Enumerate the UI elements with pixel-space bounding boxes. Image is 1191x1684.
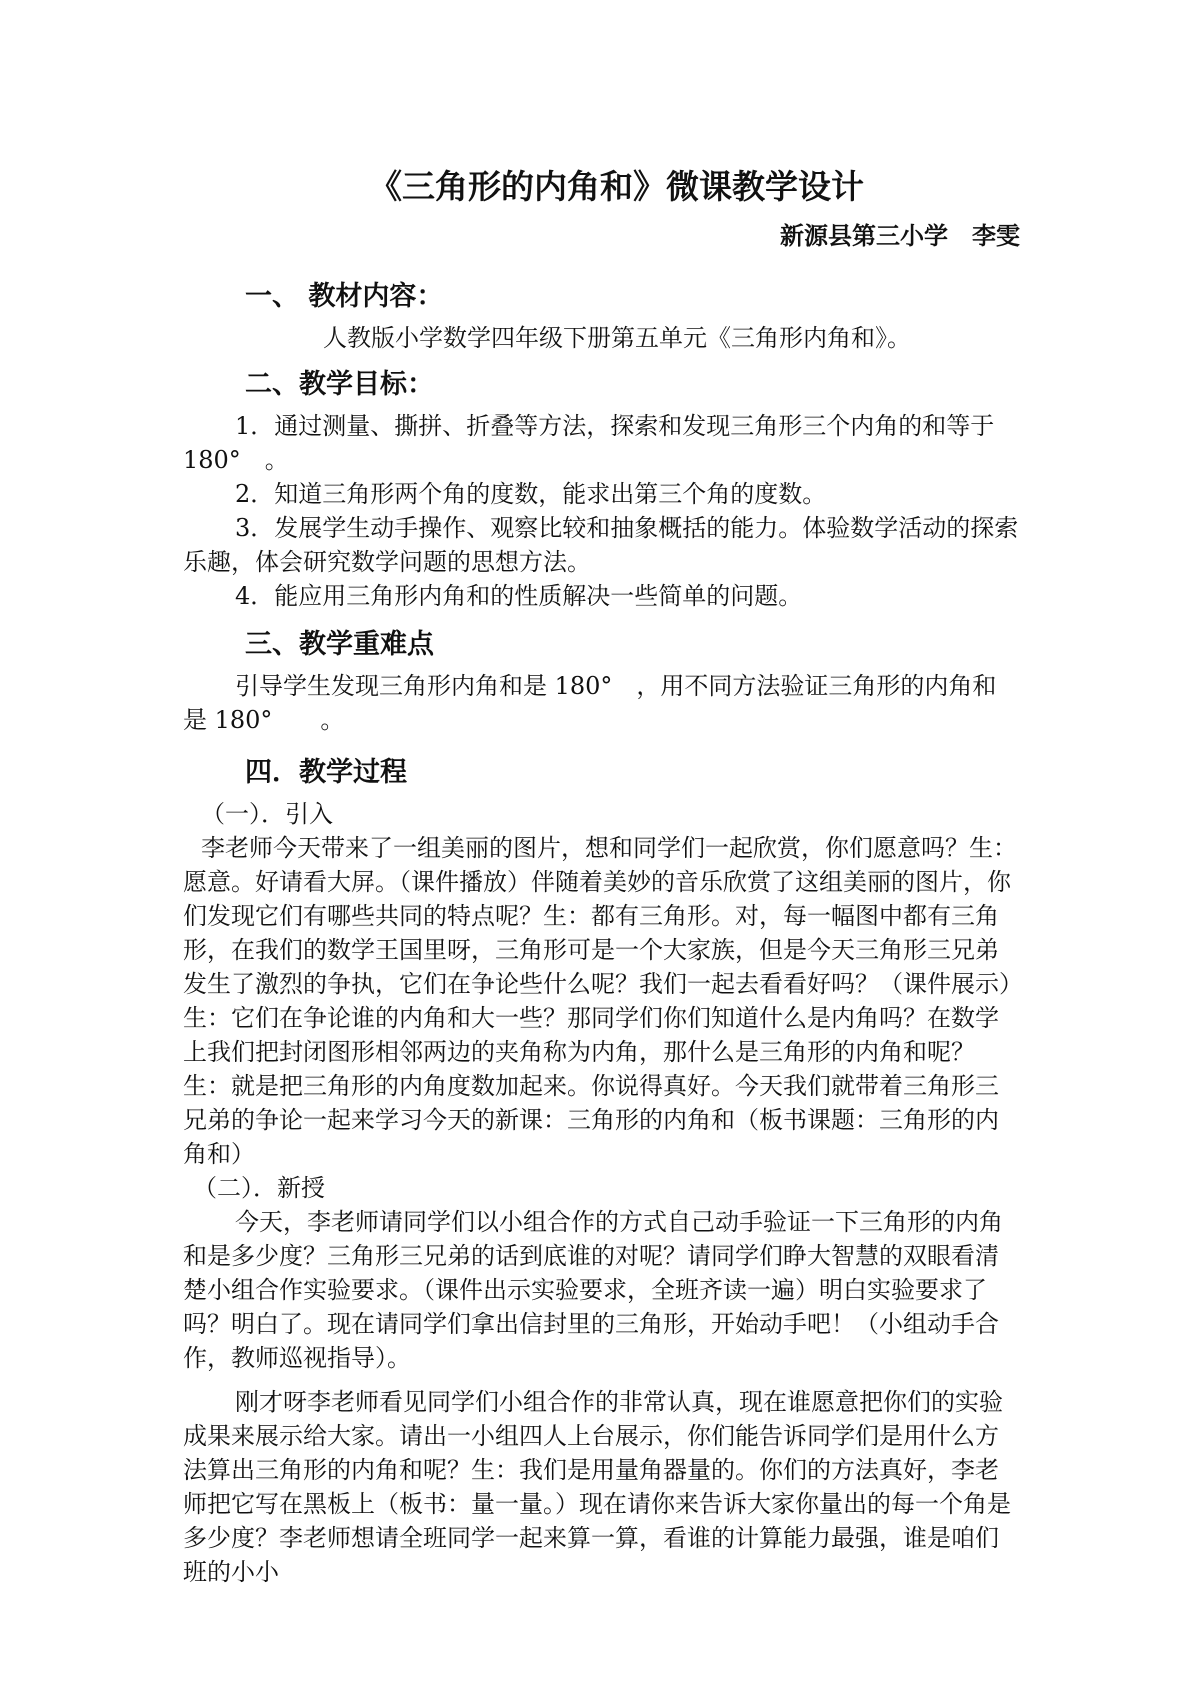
- objective-item-4: 4．能应用三角形内角和的性质解决一些简单的问题。: [235, 582, 803, 610]
- objective-item-3: 3．发展学生动手操作、观察比较和抽象概括的能力。体验数学活动的探索乐趣，体会研究数学问题的思想方法。: [183, 514, 1019, 576]
- new-lesson-paragraph-1: 今天，李老师请同学们以小组合作的方式自己动手验证一下三角形的内角和是多少度？三角形三兄弟的话到底谁的对呢？请同学们睁大智慧的双眼看清楚小组合作实验要求。（课件出示实验要求，全班齐读一遍）明白实验要求了吗？明白了。现在请同学们拿出信封里的三角形，开始动手吧！（小组动手合作，教师巡视指导）。: [183, 1208, 1003, 1372]
- section-heading-objectives: 二、教学目标：: [245, 369, 434, 400]
- materials-text: 人教版小学数学四年级下册第五单元《三角形内角和》。: [323, 324, 911, 352]
- section-heading-process: 四．教学过程: [245, 757, 407, 788]
- section-heading-materials: 一、 教材内容：: [245, 281, 444, 312]
- document-author: 新源县第三小学 李雯: [780, 222, 1020, 250]
- objective-item-1: 1．通过测量、撕拼、折叠等方法，探索和发现三角形三个内角的和等于 180° 。: [183, 412, 995, 474]
- subsection-label-intro: （一）．引入: [201, 800, 333, 828]
- document-body: [183, 165, 1020, 1589]
- new-lesson-paragraph-2: 刚才呀李老师看见同学们小组合作的非常认真，现在谁愿意把你们的实验成果来展示给大家。请出一小组四人上台展示，你们能告诉同学们是用什么方法算出三角形的内角和呢？生：我们是用量角器量的。你们的方法真好，李老师把它写在黑板上（板书：量一量。）现在请你来告诉大家你量出的每一个角是多少度？李老师想请全班同学一起来算一算，看谁的计算能力最强，谁是咱们班的小小: [183, 1388, 1011, 1586]
- intro-paragraph: 李老师今天带来了一组美丽的图片，想和同学们一起欣赏，你们愿意吗？生：愿意。好请看大屏。（课件播放）伴随着美妙的音乐欣赏了这组美丽的图片，你们发现它们有哪些共同的特点呢？生：都有三角形。对，每一幅图中都有三角形，在我们的数学王国里呀，三角形可是一个大家族，但是今天三角形三兄弟发生了激烈的争执，它们在争论些什么呢？我们一起去看看好吗？（课件展示）生：它们在争论谁的内角和大一些？那同学们你们知道什么是内角吗？在数学上我们把封闭图形相邻两边的夹角称为内角，那什么是三角形的内角和呢？生：就是把三角形的内角度数加起来。你说得真好。今天我们就带着三角形三兄弟的争论一起来学习今天的新课：三角形的内角和（板书课题：三角形的内角和）: [183, 834, 1017, 1168]
- objective-item-2: 2．知道三角形两个角的度数，能求出第三个角的度数。: [235, 480, 827, 508]
- document-title: 《三角形的内角和》微课教学设计: [369, 167, 864, 206]
- section-heading-key-points: 三、教学重难点: [245, 629, 434, 660]
- key-points-text: 引导学生发现三角形内角和是 180° ，用不同方法验证三角形的内角和是 180° 。: [183, 672, 997, 734]
- subsection-label-new-lesson: （二）．新授: [193, 1174, 325, 1202]
